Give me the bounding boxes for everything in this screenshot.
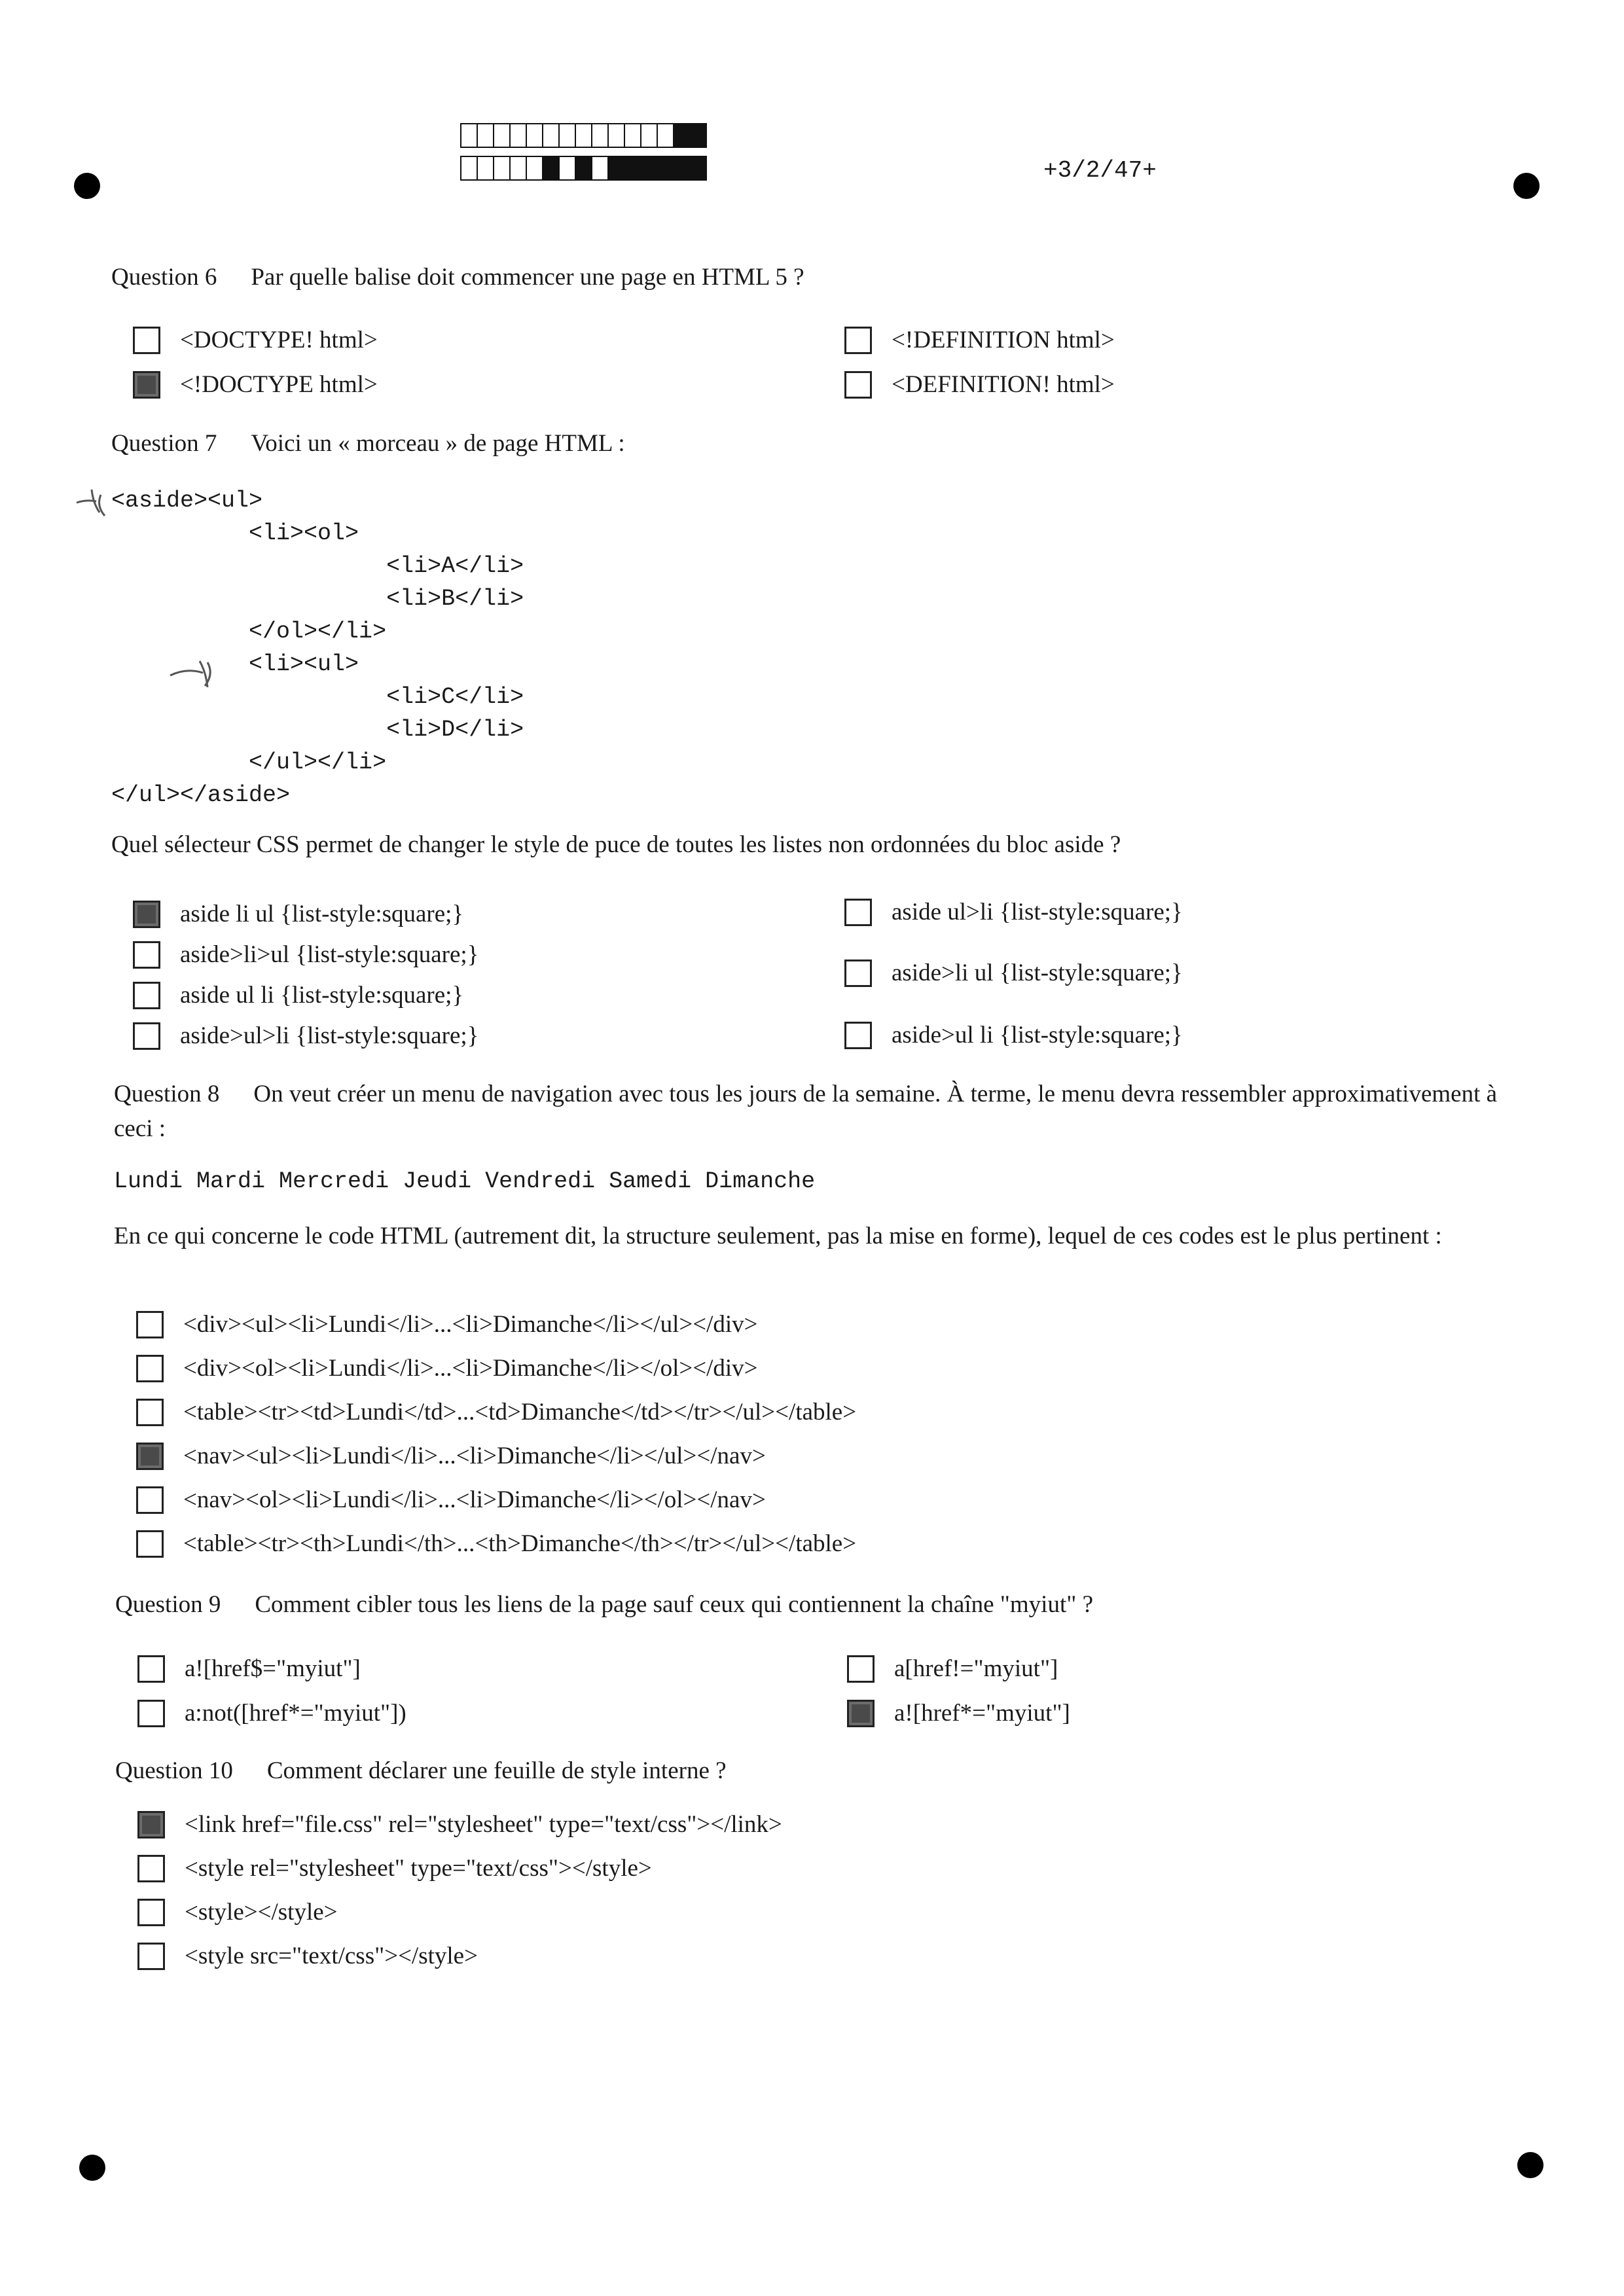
checkbox[interactable]	[137, 1811, 165, 1839]
checkbox[interactable]	[133, 1022, 160, 1050]
checkbox[interactable]	[137, 1899, 165, 1926]
checkbox[interactable]	[133, 327, 160, 354]
option-text: <table><tr><td>Lundi</td>...<td>Dimanche</td></tr></ul></table>	[183, 1399, 857, 1426]
option-text: <div><ul><li>Lundi</li>...<li>Dimanche</li></ul></div>	[183, 1311, 758, 1338]
registration-mark-bottom-right	[1517, 2152, 1543, 2178]
option-text: <nav><ol><li>Lundi</li>...<li>Dimanche</li></ol></nav>	[183, 1486, 766, 1513]
checkbox[interactable]	[847, 1655, 875, 1683]
q7-option-b[interactable]	[133, 941, 478, 969]
barcode-cell	[509, 156, 527, 181]
barcode-cell	[526, 123, 543, 148]
q6-option-b[interactable]	[133, 370, 378, 399]
barcode-cell	[673, 123, 691, 148]
q10-option-c[interactable]	[137, 1898, 338, 1926]
option-text: aside>li ul {list-style:square;}	[892, 960, 1183, 986]
student-id-barcode-row-2	[460, 156, 706, 181]
option-text: aside>ul>li {list-style:square;}	[180, 1022, 479, 1049]
barcode-cell	[509, 123, 527, 148]
code-line: <li><ul>	[111, 651, 359, 677]
barcode-cell	[607, 123, 625, 148]
q10-option-b[interactable]	[137, 1854, 652, 1882]
barcode-cell	[460, 123, 478, 148]
option-text: a![href$="myiut"]	[185, 1655, 361, 1682]
option-text: aside ul li {list-style:square;}	[180, 982, 464, 1009]
option-text: a[href!="myiut"]	[894, 1655, 1058, 1682]
barcode-cell	[607, 156, 625, 181]
q8-option-a[interactable]	[136, 1310, 758, 1338]
barcode-cell	[624, 156, 641, 181]
q9-option-a[interactable]	[137, 1655, 361, 1683]
question-8-prompt: En ce qui concerne le code HTML (autrement dit, la structure seulement, pas la mise en forme), lequel de ces codes est le plus pertinent :	[114, 1223, 1442, 1249]
q8-option-f[interactable]	[136, 1530, 856, 1558]
option-text: a![href*="myiut"]	[894, 1700, 1070, 1727]
q7-option-f[interactable]	[844, 959, 1183, 987]
barcode-cell	[657, 156, 674, 181]
option-text: <table><tr><th>Lundi</th>...<th>Dimanche</th></tr></ul></table>	[183, 1530, 857, 1557]
checkbox[interactable]	[844, 371, 872, 399]
q7-option-e[interactable]	[844, 898, 1183, 926]
option-text: aside li ul {list-style:square;}	[180, 901, 464, 927]
option-text: <DOCTYPE! html>	[180, 327, 378, 353]
barcode-cell	[493, 123, 511, 148]
html-code-snippet	[111, 484, 524, 812]
checkbox[interactable]	[133, 371, 160, 399]
barcode-cell	[477, 123, 494, 148]
code-line: </ol></li>	[111, 619, 387, 645]
question-label: Question 8	[114, 1081, 220, 1107]
barcode-cell	[558, 123, 576, 148]
question-label: Question 6	[111, 264, 217, 291]
q8-option-c[interactable]	[136, 1398, 856, 1426]
code-line: </ul></aside>	[111, 782, 291, 808]
barcode-cell	[673, 156, 691, 181]
checkbox[interactable]	[844, 899, 872, 926]
checkbox[interactable]	[136, 1443, 164, 1470]
checkbox[interactable]	[847, 1700, 875, 1727]
checkbox[interactable]	[133, 901, 160, 928]
barcode-cell	[689, 156, 707, 181]
page-identifier: +3/2/47+	[1043, 157, 1157, 184]
barcode-cell	[542, 156, 560, 181]
question-8-header	[114, 1077, 1521, 1146]
pen-scribble-mark	[73, 483, 119, 522]
code-line: <aside><ul>	[111, 488, 263, 514]
q8-option-d[interactable]	[136, 1442, 766, 1470]
q9-option-c[interactable]	[847, 1655, 1058, 1683]
option-text: <DEFINITION! html>	[892, 371, 1115, 398]
question-label: Question 9	[115, 1591, 221, 1618]
question-text: On veut créer un menu de navigation avec tous les jours de la semaine. À terme, le menu devra ressembler approximativement à ceci :	[114, 1081, 1498, 1142]
student-id-barcode-row-1	[460, 123, 706, 148]
q10-option-a[interactable]	[137, 1810, 782, 1839]
question-text: Comment déclarer une feuille de style interne ?	[266, 1757, 727, 1784]
checkbox[interactable]	[844, 960, 872, 987]
registration-mark-bottom-left	[79, 2155, 105, 2181]
code-line: </ul></li>	[111, 749, 387, 776]
barcode-cell	[493, 156, 511, 181]
q6-option-a[interactable]	[133, 326, 378, 354]
checkbox[interactable]	[136, 1399, 164, 1426]
barcode-cell	[575, 123, 592, 148]
option-text: <!DOCTYPE html>	[180, 371, 378, 398]
q9-option-d[interactable]	[847, 1699, 1070, 1727]
registration-mark-top-left	[74, 173, 100, 199]
code-line: <li>B</li>	[111, 586, 524, 612]
question-6-header	[111, 263, 804, 291]
option-text: <nav><ul><li>Lundi</li>...<li>Dimanche</li></ul></nav>	[183, 1443, 766, 1469]
weekday-menu-example: Lundi Mardi Mercredi Jeudi Vendredi Samedi Dimanche	[114, 1168, 816, 1194]
option-text: <div><ol><li>Lundi</li>...<li>Dimanche</li></ol></div>	[183, 1355, 758, 1382]
checkbox[interactable]	[136, 1486, 164, 1514]
option-text: <style rel="stylesheet" type="text/css"></style>	[185, 1855, 652, 1882]
question-text: Comment cibler tous les liens de la page sauf ceux qui contiennent la chaîne "myiut" ?	[255, 1591, 1093, 1618]
checkbox[interactable]	[136, 1355, 164, 1382]
question-7-header	[111, 429, 625, 457]
checkbox[interactable]	[844, 327, 872, 354]
checkbox[interactable]	[137, 1855, 165, 1882]
barcode-cell	[591, 156, 609, 181]
question-label: Question 10	[115, 1757, 233, 1784]
checkbox[interactable]	[136, 1311, 164, 1338]
code-line: <li>C</li>	[111, 684, 524, 710]
q8-option-b[interactable]	[136, 1354, 758, 1382]
question-9-header	[115, 1590, 1093, 1619]
barcode-cell	[526, 156, 543, 181]
barcode-cell	[640, 123, 658, 148]
option-text: a:not([href*="myiut"])	[185, 1700, 406, 1727]
q6-option-c[interactable]	[844, 326, 1115, 354]
q7-option-d[interactable]	[133, 1022, 478, 1050]
code-line: <li><ol>	[111, 520, 359, 547]
q8-option-e[interactable]	[136, 1486, 766, 1514]
registration-mark-top-right	[1513, 173, 1540, 199]
pen-arrow-mark	[167, 655, 219, 694]
question-text: Par quelle balise doit commencer une page en HTML 5 ?	[251, 264, 804, 291]
barcode-cell	[591, 123, 609, 148]
barcode-cell	[657, 123, 674, 148]
checkbox[interactable]	[136, 1530, 164, 1558]
question-7-prompt: Quel sélecteur CSS permet de changer le style de puce de toutes les listes non ordonnées du bloc aside ?	[111, 831, 1121, 858]
option-text: <style src="text/css"></style>	[185, 1943, 478, 1969]
q6-option-d[interactable]	[844, 370, 1115, 399]
barcode-cell	[575, 156, 592, 181]
q9-option-b[interactable]	[137, 1699, 406, 1727]
option-text: <style></style>	[185, 1899, 338, 1926]
option-text: <link href="file.css" rel="stylesheet" type="text/css"></link>	[185, 1811, 782, 1838]
barcode-cell	[640, 156, 658, 181]
option-text: <!DEFINITION html>	[892, 327, 1115, 353]
q10-option-d[interactable]	[137, 1942, 478, 1970]
barcode-cell	[477, 156, 494, 181]
checkbox[interactable]	[137, 1655, 165, 1683]
option-text: aside>li>ul {list-style:square;}	[180, 941, 479, 968]
barcode-cell	[542, 123, 560, 148]
barcode-cell	[558, 156, 576, 181]
question-text: Voici un « morceau » de page HTML :	[251, 430, 625, 457]
option-text: aside ul>li {list-style:square;}	[892, 899, 1183, 925]
checkbox[interactable]	[137, 1700, 165, 1727]
checkbox[interactable]	[137, 1943, 165, 1970]
question-10-header	[115, 1757, 727, 1785]
q7-option-c[interactable]	[133, 981, 463, 1009]
q7-option-g[interactable]	[844, 1021, 1183, 1049]
barcode-cell	[460, 156, 478, 181]
barcode-cell	[689, 123, 707, 148]
barcode-cell	[624, 123, 641, 148]
code-line: <li>D</li>	[111, 717, 524, 743]
option-text: aside>ul li {list-style:square;}	[892, 1022, 1183, 1049]
checkbox[interactable]	[133, 941, 160, 969]
question-label: Question 7	[111, 430, 217, 457]
checkbox[interactable]	[844, 1022, 872, 1049]
q7-option-a[interactable]	[133, 900, 463, 928]
code-line: <li>A</li>	[111, 553, 524, 579]
checkbox[interactable]	[133, 982, 160, 1009]
